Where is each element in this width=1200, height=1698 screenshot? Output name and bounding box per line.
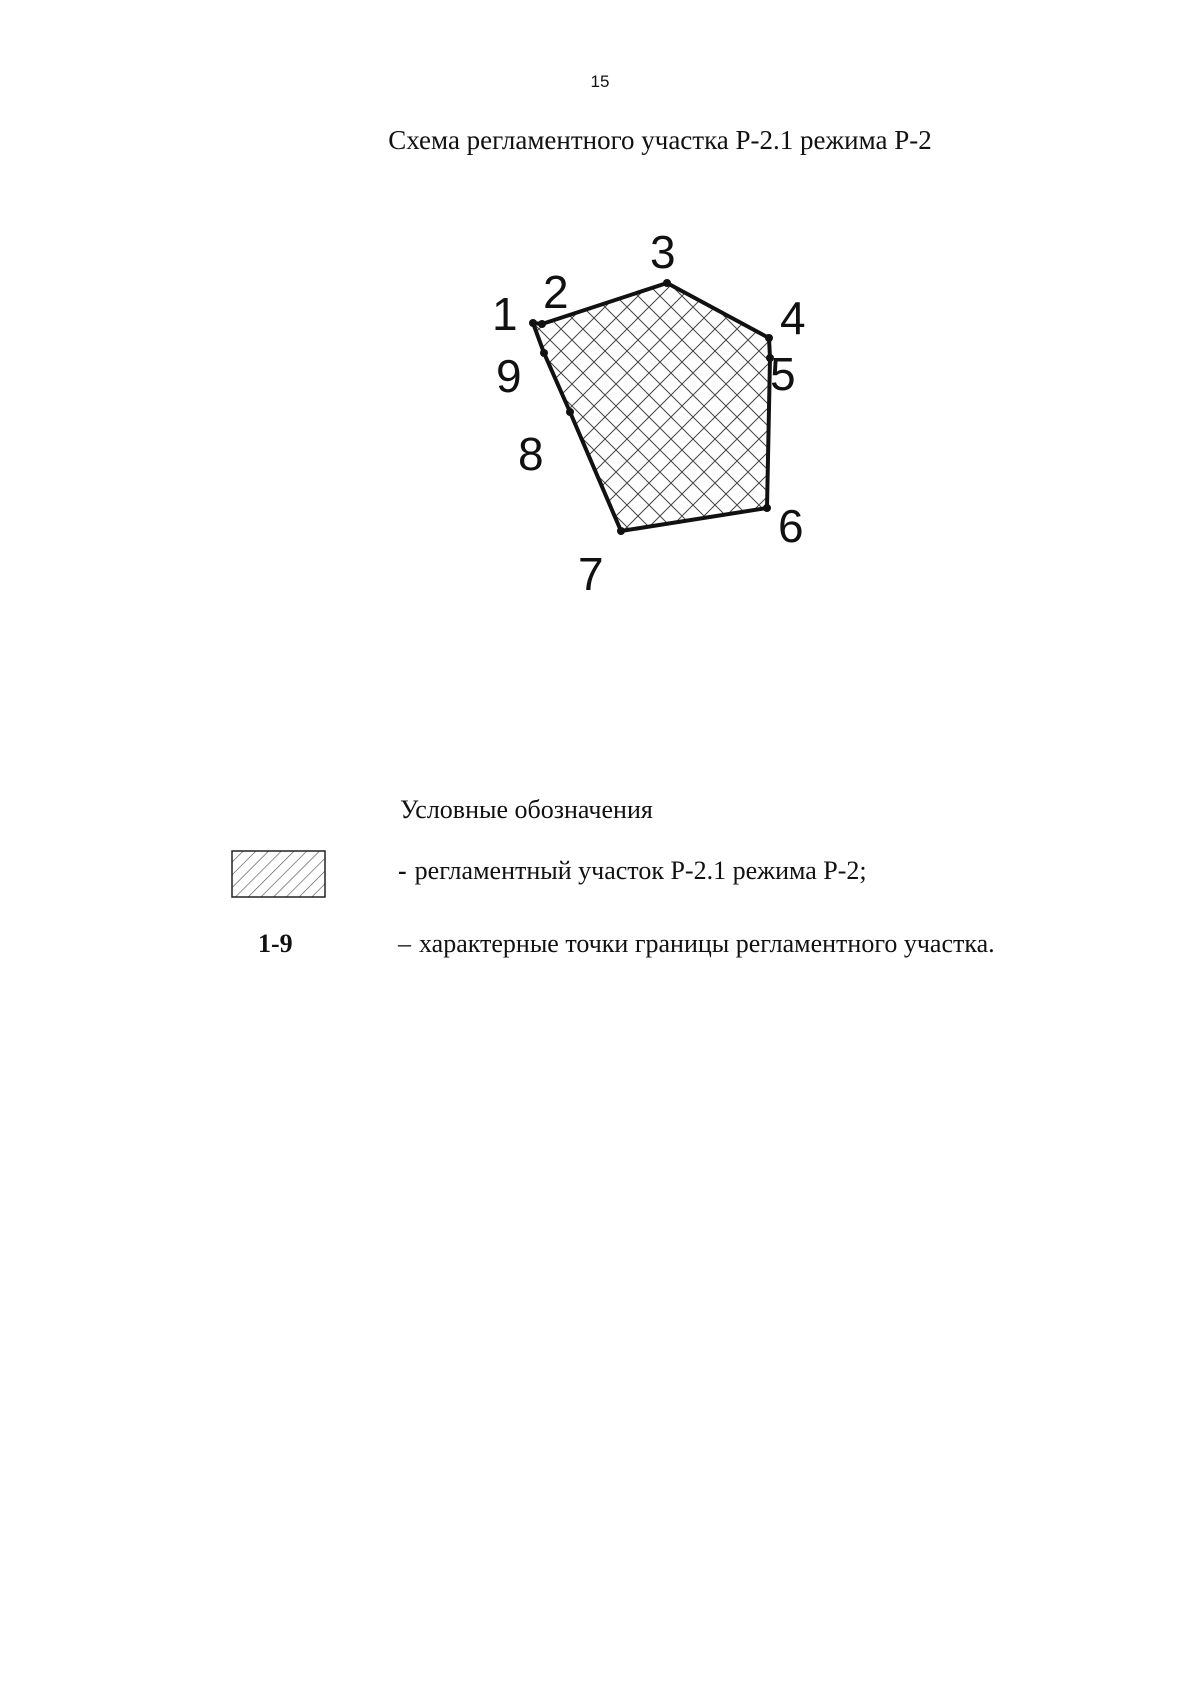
vertex-label-5: 5 [770, 348, 796, 400]
vertex-label-1: 1 [492, 288, 518, 340]
vertex-label-7: 7 [578, 548, 604, 600]
vertex-label-3: 3 [650, 230, 676, 278]
vertex-2 [538, 320, 546, 328]
vertex-label-8: 8 [518, 428, 544, 480]
vertex-6 [763, 504, 771, 512]
legend-item-plot [398, 856, 867, 886]
legend-hatch-swatch [231, 850, 326, 898]
legend-item-points-text: характерные точки границы регламентного участка. [419, 929, 995, 958]
vertex-9 [540, 349, 548, 357]
legend-item-plot-text: регламентный участок Р-2.1 режима Р-2; [414, 856, 867, 885]
plot-area [533, 283, 770, 531]
regulation-plot-scheme [440, 230, 840, 650]
page-number: 15 [590, 72, 610, 91]
vertex-8 [566, 408, 574, 416]
vertex-label-6: 6 [778, 500, 804, 552]
legend-item-points-code: 1-9 [258, 929, 293, 958]
vertex-7 [617, 527, 625, 535]
vertex-label-4: 4 [780, 292, 806, 344]
page-title: Схема регламентного участка Р-2.1 режима Р-2 [388, 125, 932, 155]
legend-item-points-symbol: – [398, 929, 411, 958]
vertex-1 [529, 319, 537, 327]
vertex-label-2: 2 [543, 266, 569, 318]
vertex-3 [663, 279, 671, 287]
legend-item-points [398, 929, 995, 959]
vertex-label-9: 9 [496, 350, 522, 402]
legend-heading: Условные обозначения [400, 795, 653, 824]
vertex-4 [765, 334, 773, 342]
legend-item-plot-symbol: - [398, 856, 407, 885]
